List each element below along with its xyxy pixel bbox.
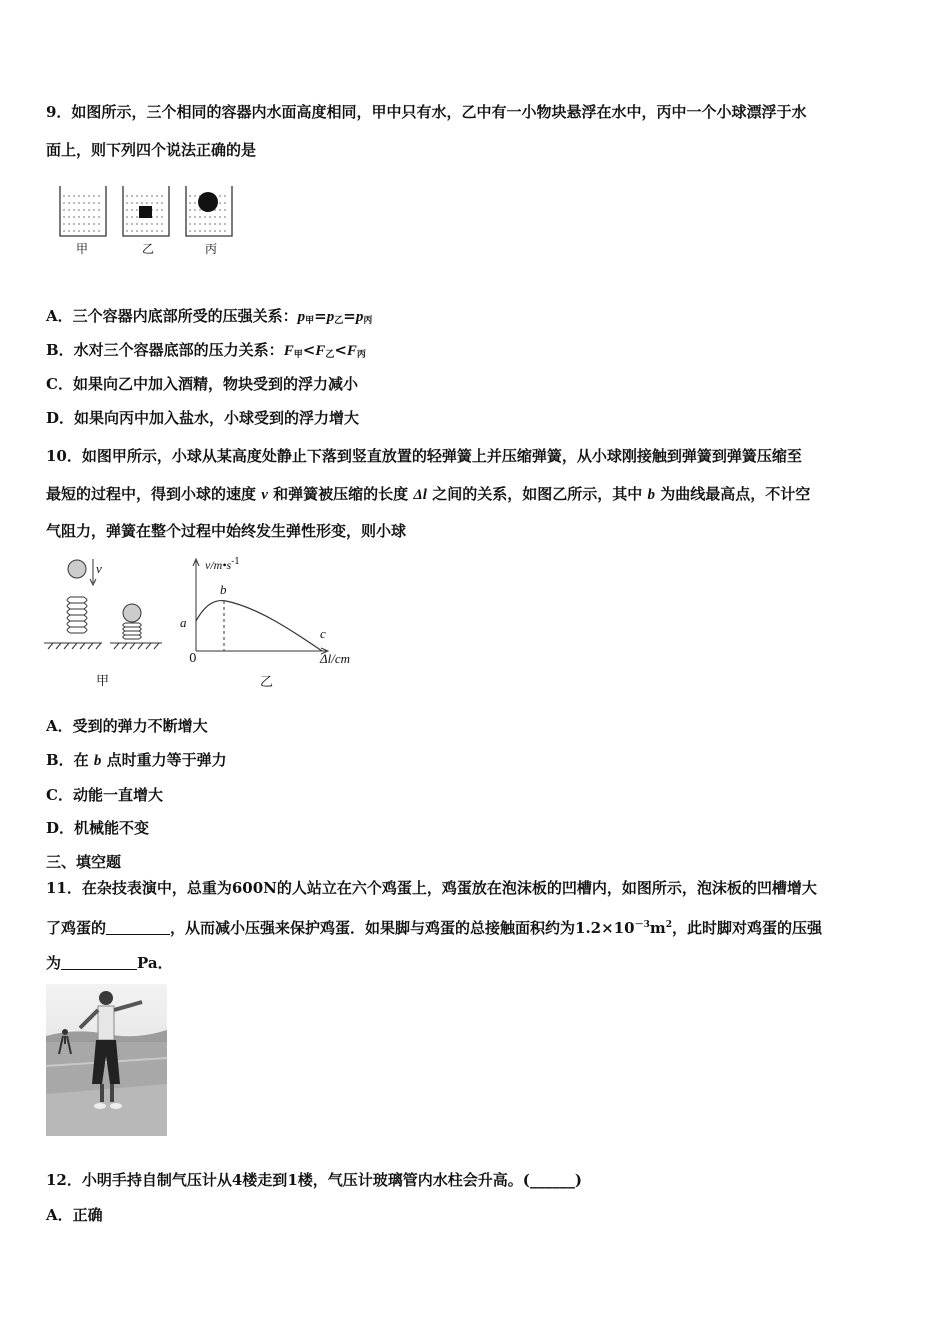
q10-fig-zero: 0 — [189, 651, 197, 665]
q10-option-b: B．在 b 点时重力等于弹力 — [46, 751, 227, 769]
q9-stem-line2: 面上，则下列四个说法正确的是 — [46, 141, 257, 159]
q9-option-b: B．水对三个容器底部的压力关系：$F_甲<F_乙<F_丙$ — [46, 341, 366, 360]
label-bing: 丙 — [205, 242, 218, 256]
q11-stem-line3: 为 Pa． — [46, 954, 173, 972]
spring-figure-jia — [44, 559, 162, 649]
ball-on-spring — [123, 604, 141, 622]
q10-fig-xlabel: Δl/cm — [320, 651, 351, 666]
q10-fig-yi: 乙 — [260, 675, 274, 690]
q11-stem-line1: 11．在杂技表演中，总重为600N的人站立在六个鸡蛋上，鸡蛋放在泡沫板的凹槽内，如图所示，泡沫板的凹槽增大 — [46, 879, 817, 897]
q10-stem-line1: 10．如图甲所示，小球从某高度处静止下落到竖直放置的轻弹簧上并压缩弹簧，从小球刚接触到弹簧到弹簧压缩至 — [46, 447, 802, 465]
label-jia: 甲 — [76, 242, 89, 256]
q12-option-a: A．正确 — [46, 1206, 103, 1224]
relaxed-spring — [70, 597, 84, 633]
q10-option-d: D．机械能不变 — [46, 819, 150, 837]
falling-ball — [68, 560, 86, 578]
q11-photo-acrobat — [46, 984, 167, 1136]
q10-stem-line2: 最短的过程中，得到小球的速度 v 和弹簧被压缩的长度 Δl 之间的关系，如图乙所示，其中 b 为曲线最高点，不计空 — [46, 485, 811, 503]
floating-ball — [198, 192, 218, 212]
compressed-spring — [125, 623, 139, 639]
container-bing — [186, 186, 232, 236]
container-yi — [123, 186, 169, 236]
q9-option-c: C．如果向乙中加入酒精，物块受到的浮力减小 — [46, 375, 358, 393]
q10-fig-v: v — [96, 561, 102, 576]
q10-fig-a: a — [180, 615, 187, 630]
q9-stem-line1: 9．如图所示，三个相同的容器内水面高度相同，甲中只有水，乙中有一小物块悬浮在水中，丙中一个小球漂浮于水 — [46, 103, 807, 121]
q10-fig-c: c — [320, 626, 326, 641]
q10-fig-b: b — [220, 582, 227, 597]
q11-blank-1[interactable] — [106, 920, 170, 935]
suspended-block — [139, 206, 152, 218]
velocity-curve — [196, 601, 322, 651]
q10-fig-jia: 甲 — [96, 674, 110, 689]
q11-stem-line2: 了鸡蛋的 ，从而减小压强来保护鸡蛋．如果脚与鸡蛋的总接触面积约为$1.2\times 10^{-3}m^2$，此时脚对鸡蛋的压强 — [46, 919, 822, 937]
label-yi: 乙 — [142, 242, 155, 256]
q10-stem-line3: 气阻力，弹簧在整个过程中始终发生弹性形变，则小球 — [46, 522, 407, 540]
q10-option-a: A．受到的弹力不断增大 — [46, 717, 208, 735]
q9-option-a: A．三个容器内底部所受的压强关系：$p_甲=p_乙=p_丙$ — [46, 307, 373, 326]
container-jia — [60, 186, 106, 236]
q10-option-c: C．动能一直增大 — [46, 786, 163, 804]
section-heading: 三、填空题 — [46, 853, 122, 871]
v-dl-graph — [193, 559, 328, 654]
q9-option-d: D．如果向丙中加入盐水，小球受到的浮力增大 — [46, 409, 360, 427]
q11-blank-2[interactable] — [61, 955, 137, 970]
q12-stem: 12．小明手持自制气压计从4楼走到1楼，气压计玻璃管内水柱会升高。(______) — [46, 1171, 582, 1189]
q10-fig-ylabel: $v/m•s^{-1}$ — [205, 557, 240, 572]
